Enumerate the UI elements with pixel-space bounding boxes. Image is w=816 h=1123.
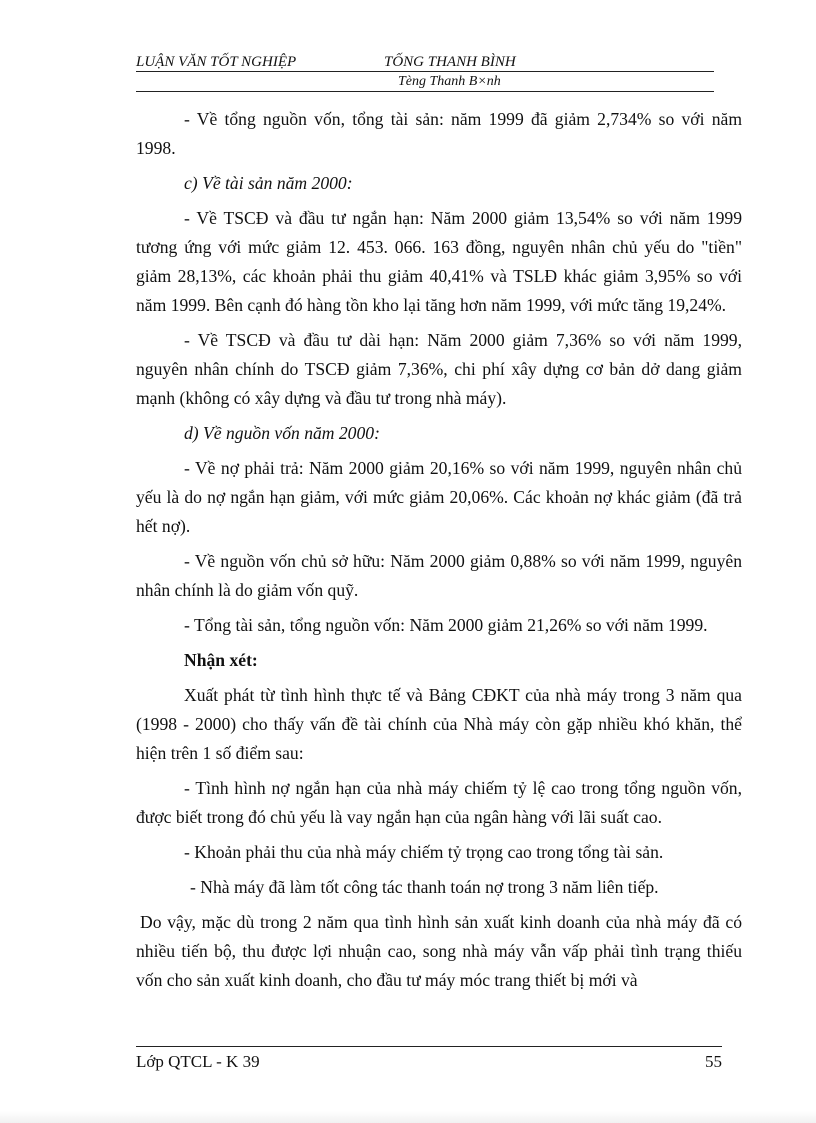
paragraph-total-capital-1999: - Về tổng nguồn vốn, tổng tài sản: năm 1999 đã giảm 2,734% so với năm 1998. xyxy=(136,109,742,158)
section-heading-assets-2000: c) Về tài sản năm 2000: xyxy=(184,173,353,193)
footer-rule xyxy=(136,1046,722,1047)
page-header xyxy=(136,50,716,90)
remark-heading: Nhận xét: xyxy=(184,650,258,670)
paragraph-long-term-assets: - Về TSCĐ và đầu tư dài hạn: Năm 2000 giảm 7,36% so với năm 1999, nguyên nhân chính do TSCĐ giảm 7,36%, chi phí xây dựng cơ bản dở dang giảm mạnh (không có xây dựng và đầu tư trong nhà máy). xyxy=(136,330,742,408)
header-author-subline: Tèng Thanh B×nh xyxy=(398,74,501,89)
footer-class-label: Lớp QTCL - K 39 xyxy=(136,1052,260,1071)
paragraph-receivables: - Khoản phải thu của nhà máy chiếm tỷ trọng cao trong tổng tài sản. xyxy=(184,842,664,862)
header-author: TỐNG THANH BÌNH xyxy=(384,54,516,70)
paragraph-total-assets-2000: - Tổng tài sản, tổng nguồn vốn: Năm 2000 giảm 21,26% so với năm 1999. xyxy=(184,615,708,635)
paragraph-liabilities: - Về nợ phải trả: Năm 2000 giảm 20,16% so với năm 1999, nguyên nhân chủ yếu là do nợ ngắn hạn giảm, với mức giảm 20,06%. Các khoản nợ khác giảm (đã trả hết nợ). xyxy=(136,458,742,536)
section-heading-capital-2000: d) Về nguồn vốn năm 2000: xyxy=(184,423,380,443)
page-bottom-edge xyxy=(0,1111,816,1123)
header-thesis-title: LUẬN VĂN TỐT NGHIỆP xyxy=(136,54,297,70)
page-number: 55 xyxy=(705,1052,722,1071)
paragraph-debt-payment: - Nhà máy đã làm tốt công tác thanh toán nợ trong 3 năm liên tiếp. xyxy=(190,877,659,897)
paragraph-short-term-assets: - Về TSCĐ và đầu tư ngắn hạn: Năm 2000 giảm 13,54% so với năm 1999 tương ứng với mức giảm 12. 453. 066. 163 đồng, nguyên nhân chủ yếu do "tiền" giảm 28,13%, các khoản phải thu giảm 40,41% và TSLĐ khác giảm 3,95% so với năm 1999. Bên cạnh đó hàng tồn kho lại tăng hơn năm 1999, với mức tăng 19,24%. xyxy=(136,208,742,315)
paragraph-short-term-debt: - Tình hình nợ ngắn hạn của nhà máy chiếm tỷ lệ cao trong tổng nguồn vốn, được biết trong đó chủ yếu là vay ngắn hạn của ngân hàng với lãi suất cao. xyxy=(136,778,742,827)
page-footer xyxy=(136,1046,722,1086)
header-rule xyxy=(136,71,714,72)
paragraph-conclusion: Do vậy, mặc dù trong 2 năm qua tình hình sản xuất kinh doanh của nhà máy đã có nhiều tiến bộ, thu được lợi nhuận cao, song nhà máy vẫn vấp phải tình trạng thiếu vốn cho sản xuất kinh doanh, cho đầu tư máy móc trang thiết bị mới và xyxy=(136,912,742,990)
document-body xyxy=(136,105,742,1001)
paragraph-owner-equity: - Về nguồn vốn chủ sở hữu: Năm 2000 giảm 0,88% so với năm 1999, nguyên nhân chính là do giảm vốn quỹ. xyxy=(136,551,742,600)
paragraph-remark-intro: Xuất phát từ tình hình thực tế và Bảng CĐKT của nhà máy trong 3 năm qua (1998 - 2000) cho thấy vấn đề tài chính của Nhà máy còn gặp nhiều khó khăn, thể hiện trên 1 số điểm sau: xyxy=(136,685,742,763)
header-rule-bottom xyxy=(136,91,714,92)
